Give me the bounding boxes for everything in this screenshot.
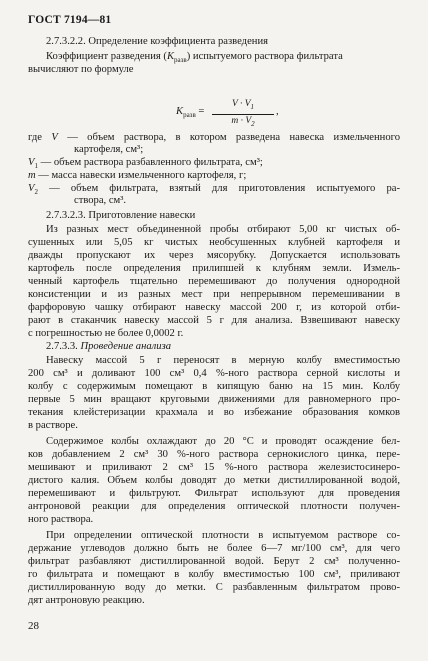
- fraction-bar: [212, 114, 274, 115]
- paragraph-line: дистиллированную воду до метки. С разбавленным фильтратом прово-: [28, 582, 400, 593]
- paragraph-line: мешивают и приливают 2 см³ 15 %-ного раствора железистосинеро-: [28, 462, 400, 473]
- section-heading: 2.7.3.2.2. Определение коэффициента разведения: [46, 36, 268, 47]
- section-heading: 2.7.3.3. Проведение анализа: [46, 341, 172, 352]
- paragraph-line: ченный картофель тщательно перемешивают до получения однородной: [28, 276, 400, 287]
- paragraph-line: рают в стаканчик навеску массой 5 г для анализа. Взвешивают навеску: [28, 315, 400, 326]
- section-heading: 2.7.3.2.3. Приготовление навески: [46, 210, 196, 221]
- paragraph-line: 200 см³ и доливают 100 см³ 0,4 %-ного раствора серной кислоты и: [28, 368, 400, 379]
- paragraph-line: ков добавлением 2 см³ 30 %-ного раствора сернокислого цинка, пере-: [28, 449, 400, 460]
- formula-denominator: $m \cdot V_2$: [231, 115, 255, 128]
- document-header: ГОСТ 7194—81: [28, 14, 112, 26]
- paragraph-line: вычисляют по формуле: [28, 64, 134, 75]
- paragraph-line: антроновой реакции для определения оптической плотности получен-: [28, 501, 400, 512]
- paragraph-line: фарфоровую чашку отбирают навеску массой 200 г, из которой отби-: [28, 302, 400, 313]
- paragraph-line: перемешивают и фильтруют. Фильтрат используют для проведения: [28, 488, 400, 499]
- definition-line: где V — объем раствора, в котором разведена навеска измельченного: [28, 132, 400, 143]
- paragraph-line: Из разных мест объединенной пробы отбирают 5,00 кг чистых об-: [46, 224, 400, 235]
- paragraph-line: сушенных или 5,05 кг чистых необсушенных клубней картофеля и: [28, 237, 400, 248]
- formula-lhs: $K_{разв}$ =: [176, 106, 205, 120]
- formula-numerator: $V \cdot V_1$: [231, 99, 255, 111]
- formula-tail: ,: [276, 106, 279, 117]
- paragraph-line: в растворе.: [28, 420, 78, 431]
- paragraph-line: первые 5 мин вращают круговыми движениями для равномерного про-: [28, 394, 400, 405]
- paragraph-line: колбу с содержимым помещают в кипящую баню на 15 мин. Колбу: [28, 381, 400, 392]
- paragraph-line: Навеску массой 5 г переносят в мерную колбу вместимостью: [46, 355, 400, 366]
- definition-line: створа, см³.: [74, 195, 127, 206]
- formula: [176, 99, 316, 127]
- paragraph-line: фильтрат разбавляют дистиллированной водой. Берут 2 см³ полученно-: [28, 556, 400, 567]
- paragraph-line: дистого калия. Объем колбы доводят до метки дистиллированной водой,: [28, 475, 400, 486]
- paragraph-line: текания клейстеризации крахмала и во избежание образования комков: [28, 407, 400, 418]
- definition-line: $V_1$ — объем раствора разбавленного фильтрата, см³;: [28, 157, 263, 171]
- definition-line: картофеля, см³;: [74, 144, 144, 155]
- paragraph-line: Коэффициент разведения $(K_{разв})$ испытуемого раствора фильтрата: [46, 51, 343, 65]
- paragraph-line: ного раствора.: [28, 514, 94, 525]
- paragraph-line: держание углеводов должно быть не более 6—7 мг/100 см³, для чего: [28, 543, 400, 554]
- page-number: 28: [28, 620, 39, 632]
- paragraph-line: с погрешностью не более 0,0002 г.: [28, 328, 184, 339]
- paragraph-line: дважды пропускают их через мясорубку. Допускается использовать: [28, 250, 400, 261]
- paragraph-line: При определении оптической плотности в испытуемом растворе со-: [46, 530, 400, 541]
- definition-line: m — масса навески измельченного картофеля, г;: [28, 170, 247, 181]
- definition-line: $V_2$ — объем фильтрата, взятый для приготовления испытуемого ра-: [28, 183, 400, 197]
- formula-fraction: [212, 99, 274, 130]
- paragraph-line: го фильтрата и помещают в колбу вместимостью 100 см³, приливают: [28, 569, 400, 580]
- paragraph-line: Содержимое колбы охлаждают до 20 °С и проводят осаждение бел-: [46, 436, 400, 447]
- paragraph-line: дят антроновую реакцию.: [28, 595, 145, 606]
- paragraph-line: картофель после определения прилипшей к клубням земли. Измель-: [28, 263, 400, 274]
- paragraph-line: консистенции и из разных мест при непрерывном перемешивании в: [28, 289, 400, 300]
